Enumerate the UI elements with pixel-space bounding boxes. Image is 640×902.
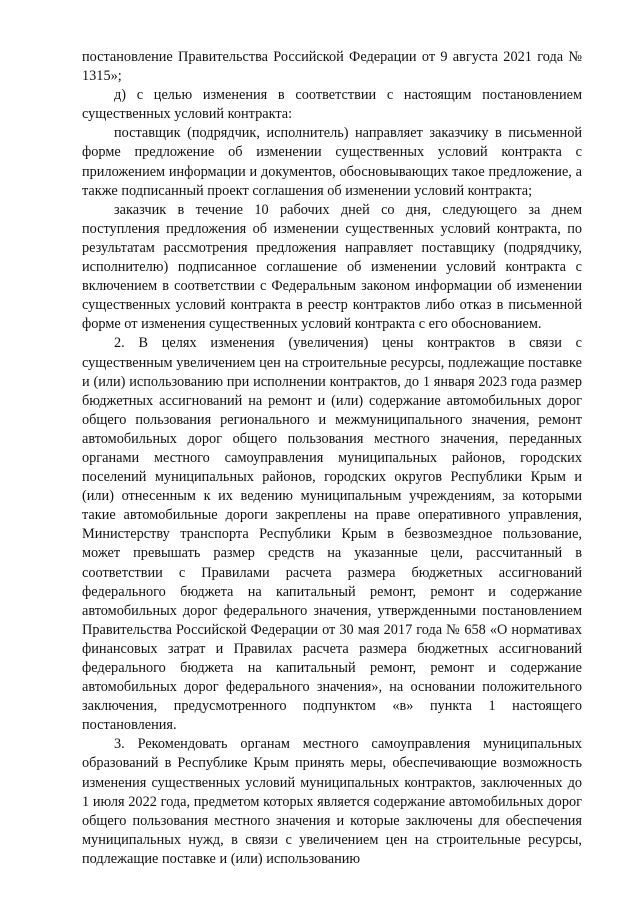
paragraph-point-2: 2. В целях изменения (увеличения) цены контрактов в связи с существенным увеличением цен на строительные ресурсы, подлежащие поставке и (или) использованию при исполнении контрактов, до 1 января 2023 года размер бюджетных ассигнований на ремонт и (или) содержание автомобильных дорог общего пользования регионального и межмуниципального значения, ремонт автомобильных дорог общего пользования местного значения, переданных органами местного самоуправления муниципальных районов, городских поселений муниципальных районов, городских округов Республики Крым и (или) отнесенным к их ведению муниципальным учреждениям, за которыми такие автомобильные дороги закреплены на праве оперативного управления, Министерству транспорта Республики Крым в безвозмездное пользование, может превышать размер средств на указанные цели, рассчитанный в соответствии с Правилами расчета размера бюджетных ассигнований федерального бюджета на капитальный ремонт, ремонт и содержание автомобильных дорог федерального значения, утвержденными постановлением Правительства Российской Федерации от 30 мая 2017 года № 658 «О нормативах финансовых затрат и Правилах расчета размера бюджетных ассигнований федерального бюджета на капитальный ремонт, ремонт и содержание автомобильных дорог федерального значения», на основании положительного заключения, предусмотренного подпунктом «в» пункта 1 настоящего постановления.: [82, 335, 582, 734]
paragraph-supplier-proposal: поставщик (подрядчик, исполнитель) направляет заказчику в письменной форме предложение об изменении существенных условий контракта с приложением информации и документов, обосновывающих такое предложение, а также подписанный проект соглашения об изменении условий контракта;: [82, 125, 582, 199]
paragraph-subpoint-d: д) с целью изменения в соответствии с настоящим постановлением существенных условий контракта:: [82, 87, 582, 123]
paragraph-decree-reference: постановление Правительства Российской Федерации от 9 августа 2021 года № 1315»;: [82, 49, 582, 85]
paragraph-point-3: 3. Рекомендовать органам местного самоуправления муниципальных образований в Республике Крым принять меры, обеспечивающие возможность изменения существенных условий муниципальных контрактов, заключенных до 1 июля 2022 года, предметом которых является содержание автомобильных дорог общего пользования местного значения и которые заключены для обеспечения муниципальных нужд, в связи с увеличением цен на строительные ресурсы, подлежащие поставке и (или) использованию: [82, 736, 582, 867]
paragraph-customer-response: заказчик в течение 10 рабочих дней со дня, следующего за днем поступления предложения об изменении существенных условий контракта, по результатам рассмотрения предложения направляет поставщику (подрядчику, исполнителю) подписанное соглашение об изменении условий контракта с включением в соответствии с Федеральным законом информации об изменении существенных условий контракта в реестр контрактов либо отказ в письменной форме от изменения существенных условий контракта с его обоснованием.: [82, 201, 582, 333]
